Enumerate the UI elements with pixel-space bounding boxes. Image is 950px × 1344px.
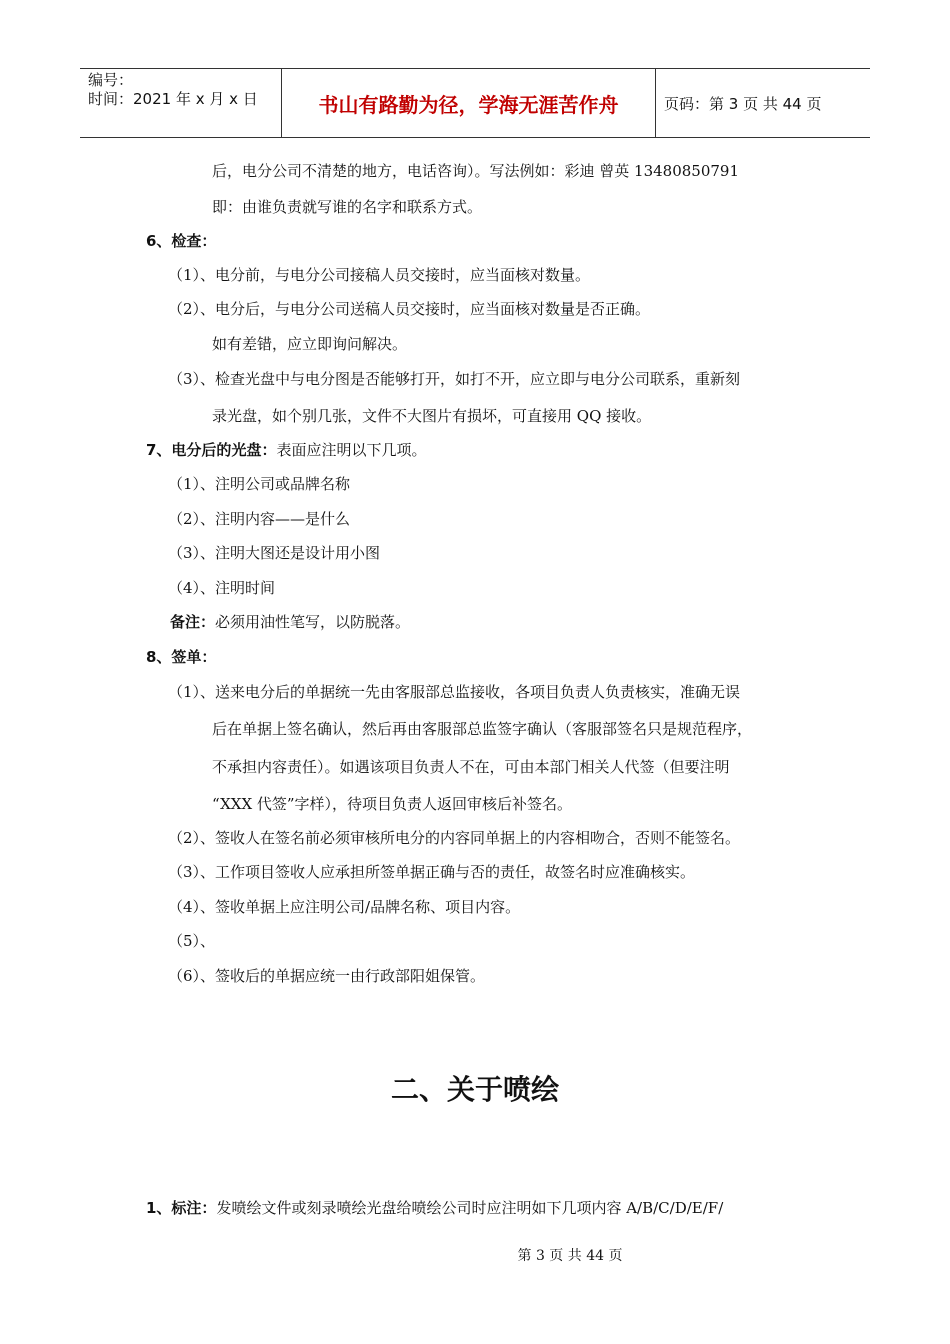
- time-label: 时间：2021 年 x 月 x 日: [88, 90, 258, 108]
- list-item-continued: “XXX 代签”字样），待项目负责人返回审核后补签名。: [212, 795, 573, 813]
- list-item-continued: 不承担内容责任）。如遇该项目负责人不在，可由本部门相关人代签（但要注明: [212, 758, 730, 776]
- list-item-continued: 如有差错，应立即询问解决。: [212, 335, 408, 353]
- serial-label: 编号：: [88, 71, 134, 89]
- list-item: （2）、电分后，与电分公司送稿人员交接时，应当面核对数量是否正确。: [168, 300, 651, 318]
- note-text: 必须用油性笔写，以防脱落。: [215, 613, 411, 631]
- header-left-cell: [80, 69, 282, 137]
- page-header: [80, 68, 870, 138]
- section-heading-row: [146, 440, 426, 460]
- list-item: （4）、签收单据上应注明公司/品牌名称、项目内容。: [168, 898, 521, 916]
- body-line: 即：由谁负责就写谁的名字和联系方式。: [212, 198, 483, 216]
- list-item: （1）、注明公司或品牌名称: [168, 475, 351, 493]
- list-item: （4）、注明时间: [168, 579, 276, 597]
- paragraph-row: [146, 1198, 723, 1218]
- note-label: 备注：: [170, 613, 216, 631]
- list-item-continued: 录光盘，如个别几张，文件不大图片有损坏，可直接用 QQ 接收。: [212, 407, 652, 425]
- list-item: （1）、送来电分后的单据统一先由客服部总监接收，各项目负责人负责核实，准确无误: [168, 683, 741, 701]
- list-item: （5）、: [168, 932, 216, 950]
- list-item: （3）、工作项目签收人应承担所签单据正确与否的责任，故签名时应准确核实。: [168, 863, 696, 881]
- section-title: 二、关于喷绘: [390, 1073, 559, 1106]
- paragraph-text: 发喷绘文件或刻录喷绘光盘给喷绘公司时应注明如下几项内容 A/B/C/D/E/F/: [216, 1199, 724, 1217]
- header-motto: 书山有路勤为径，学海无涯苦作舟: [282, 69, 656, 137]
- section-heading-text: 表面应注明以下几项。: [276, 441, 427, 459]
- list-item: （2）、注明内容——是什么: [168, 510, 351, 528]
- list-item: （6）、签收后的单据应统一由行政部阳姐保管。: [168, 967, 486, 985]
- list-item: （3）、检查光盘中与电分图是否能够打开，如打不开，应立即与电分公司联系，重新刻: [168, 370, 741, 388]
- list-item: （3）、注明大图还是设计用小图: [168, 544, 381, 562]
- list-item-continued: 后在单据上签名确认，然后再由客服部总监签字确认（客服部签名只是规范程序，: [212, 720, 753, 738]
- section-heading: 8、签单：: [146, 648, 217, 666]
- list-item: （1）、电分前，与电分公司接稿人员交接时，应当面核对数量。: [168, 266, 591, 284]
- body-line: 后，电分公司不清楚的地方，电话咨询）。写法例如：彩迪 曾英 13480850791: [212, 162, 740, 180]
- list-item: （2）、签收人在签名前必须审核所电分的内容同单据上的内容相吻合，否则不能签名。: [168, 829, 741, 847]
- section-heading: 6、检查：: [146, 232, 217, 250]
- section-heading: 7、电分后的光盘：: [146, 441, 277, 459]
- note-row: [170, 612, 410, 632]
- page-footer: 第 3 页 共 44 页: [517, 1248, 623, 1264]
- paragraph-label: 1、标注：: [146, 1199, 217, 1217]
- header-page-label: 页码：第 3 页 共 44 页: [664, 94, 822, 113]
